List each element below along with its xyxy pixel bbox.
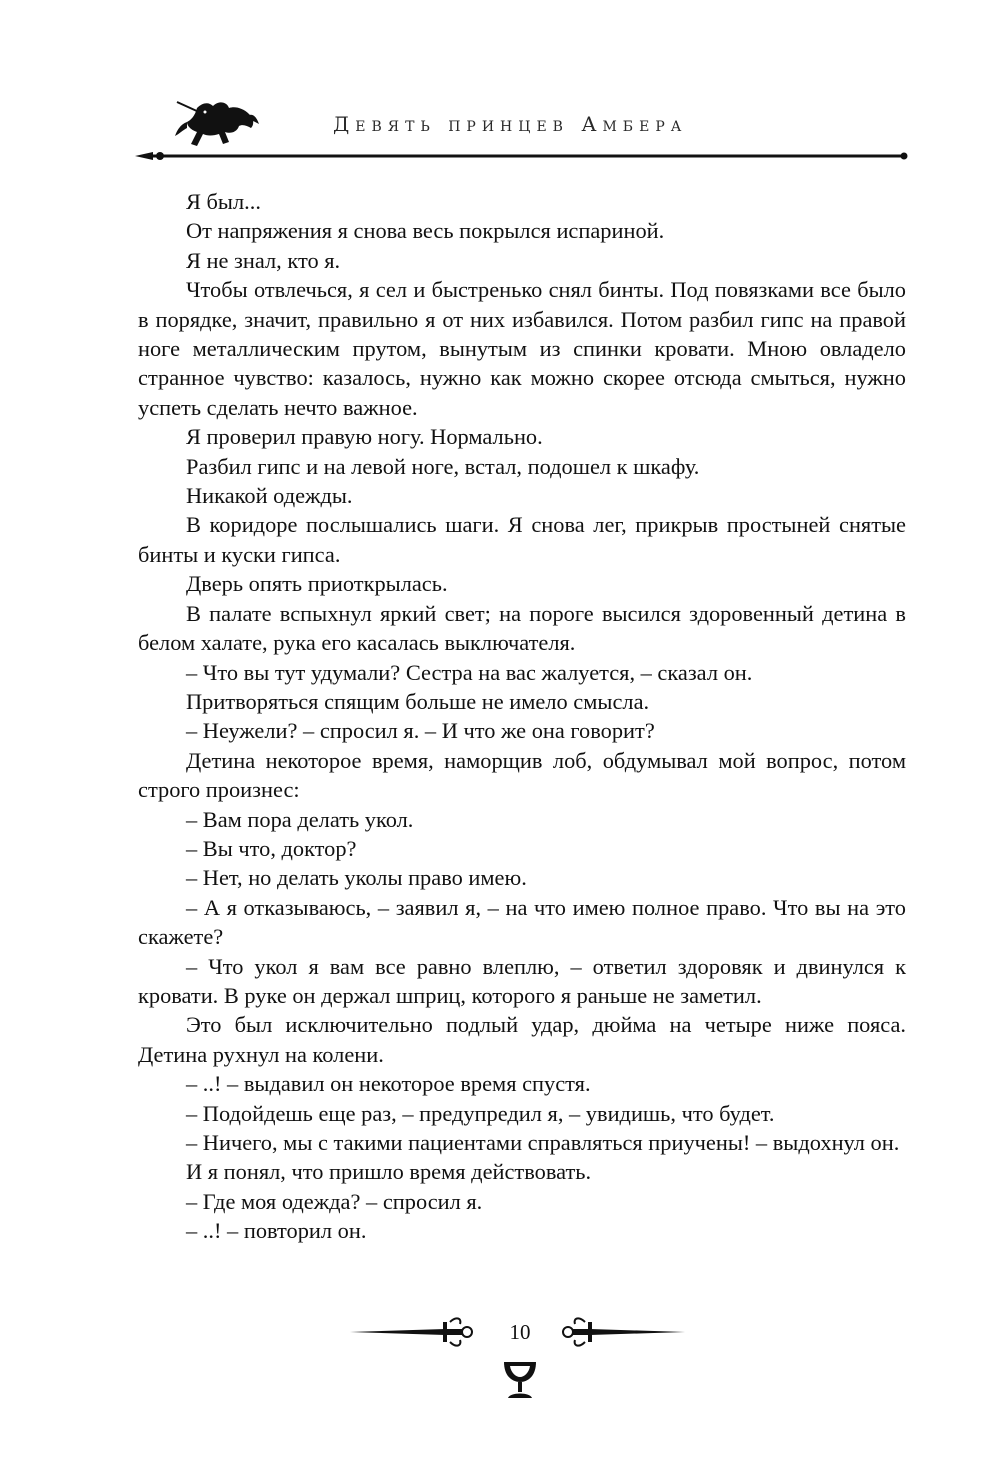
paragraph: – ..! – повторил он. bbox=[186, 1218, 367, 1244]
paragraph: – ..! – выдавил он некоторое время спустя. bbox=[186, 1071, 591, 1097]
paragraph: В коридоре послышались шаги. Я снова лег, прикрыв простыней снятые бинты и куски гипса. bbox=[138, 512, 906, 567]
paragraph: Я был... bbox=[186, 189, 261, 214]
paragraph: Притворяться спящим больше не имело смысла. bbox=[186, 688, 650, 714]
page-header bbox=[135, 88, 910, 168]
paragraph: – Нет, но делать уколы право имею. bbox=[186, 865, 527, 891]
sword-icon bbox=[555, 1314, 685, 1350]
body-text bbox=[138, 187, 906, 1246]
paragraph: – Что вы тут удумали? Сестра на вас жалуется, – сказал он. bbox=[186, 659, 753, 685]
paragraph: Я не знал, кто я. bbox=[186, 247, 341, 273]
paragraph: – Где моя одежда? – спросил я. bbox=[186, 1188, 483, 1214]
paragraph: Разбил гипс и на левой ноге, встал, подошел к шкафу. bbox=[186, 453, 700, 479]
paragraph: – Подойдешь еще раз, – предупредил я, – увидишь, что будет. bbox=[186, 1100, 775, 1126]
paragraph: Это был исключительно подлый удар, дюйма на четыре ниже пояса. Детина рухнул на колени. bbox=[138, 1012, 906, 1067]
sword-icon bbox=[350, 1314, 480, 1350]
paragraph: – Что укол я вам все равно влеплю, – ответил здоровяк и двинулся к кровати. В руке он держал шприц, которого я раньше не заметил. bbox=[138, 953, 906, 1008]
paragraph: Дверь опять приоткрылась. bbox=[186, 571, 448, 597]
header-rule bbox=[135, 148, 910, 164]
paragraph: Детина некоторое время, наморщив лоб, обдумывал мой вопрос, потом строго произнес: bbox=[138, 747, 906, 803]
paragraph: В палате вспыхнул яркий свет; на пороге высился здоровенный детина в белом халате, рука его касалась выключателя. bbox=[138, 600, 906, 656]
paragraph: – Вы что, доктор? bbox=[186, 835, 357, 861]
page-footer bbox=[350, 1308, 690, 1408]
paragraph: Чтобы отвлечься, я сел и быстренько снял бинты. Под повязками все было в порядке, значит, правильно я от них избавился. Потом разбил гипс на правой ноге металлическим прутом, вынутым из спинки кровати. Мною овладело странное чувство: казалось, нужно как можно скорее отсюда смыться, нужно успеть сделать нечто важное. bbox=[138, 277, 906, 420]
paragraph: – Неужели? – спросил я. – И что же она говорит? bbox=[186, 718, 655, 744]
paragraph: Я проверил правую ногу. Нормально. bbox=[186, 424, 543, 450]
running-title: Девять принцев Амбера bbox=[333, 112, 688, 136]
goblet-icon bbox=[502, 1358, 538, 1400]
paragraph: – Ничего, мы с такими пациентами справляться приучены! – выдохнул он. bbox=[186, 1130, 900, 1155]
paragraph: – А я отказываюсь, – заявил я, – на что имею полное право. Что вы на это скажете? bbox=[138, 894, 906, 950]
paragraph: От напряжения я снова весь покрылся испариной. bbox=[186, 218, 665, 244]
paragraph: И я понял, что пришло время действовать. bbox=[186, 1159, 592, 1185]
page-number: 10 bbox=[509, 1320, 531, 1344]
unicorn-icon bbox=[169, 94, 261, 152]
paragraph: – Вам пора делать укол. bbox=[186, 806, 414, 832]
paragraph: Никакой одежды. bbox=[186, 483, 353, 509]
